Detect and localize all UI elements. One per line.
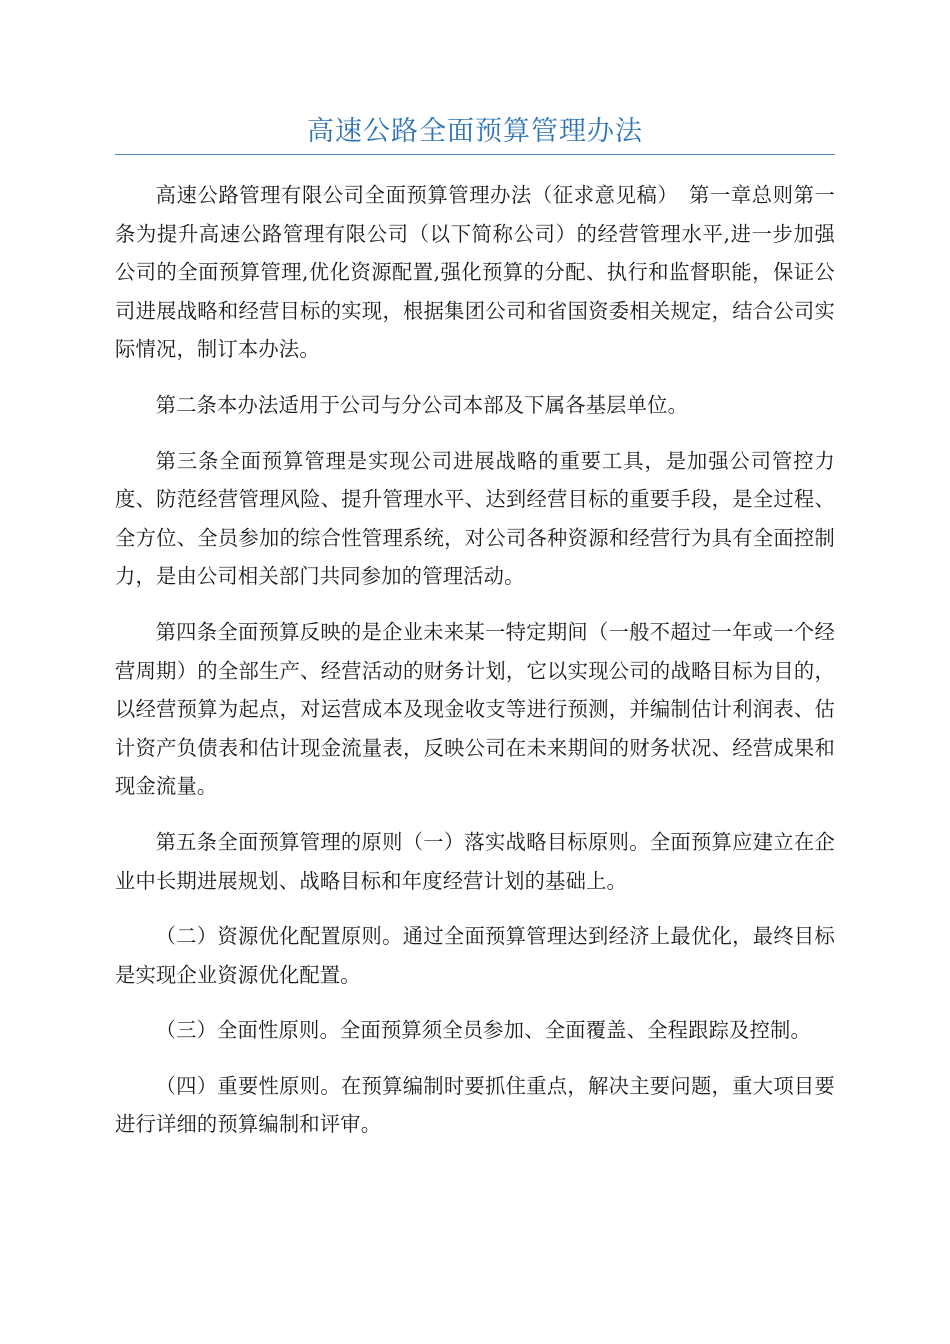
paragraph-2: 第二条本办法适用于公司与分公司本部及下属各基层单位。 (155, 392, 689, 417)
paragraph-3: 第三条全面预算管理是实现公司进展战略的重要工具，是加强公司管控力度、防范经营管理风险、提升管理水平、达到经营目标的重要手段，是全过程、全方位、全员参加的综合性管理系统，对公司各种资源和经营行为具有全面控制力，是由公司相关部门共同参加的管理活动。 (115, 448, 835, 589)
document-body (115, 176, 835, 1161)
paragraph-5: 第五条全面预算管理的原则（一）落实战略目标原则。全面预算应建立在企业中长期进展规划、战略目标和年度经营计划的基础上。 (115, 829, 835, 893)
paragraph-1: 高速公路管理有限公司全面预算管理办法（征求意见稿） 第一章总则第一条为提升高速公路管理有限公司（以下简称公司）的经营管理水平,进一步加强公司的全面预算管理,优化资源配置,强化预算的分配、执行和监督职能，保证公司进展战略和经营目标的实现，根据集团公司和省国资委相关规定，结合公司实际情况，制订本办法。 (115, 183, 835, 362)
paragraph-7: （三）全面性原则。全面预算须全员参加、全面覆盖、全程跟踪及控制。 (155, 1018, 811, 1043)
title-underline (115, 154, 835, 155)
document-title: 高速公路全面预算管理办法 (307, 116, 643, 147)
paragraph-6: （二）资源优化配置原则。通过全面预算管理达到经济上最优化，最终目标是实现企业资源优化配置。 (115, 924, 835, 987)
paragraph-8: （四）重要性原则。在预算编制时要抓住重点，解决主要问题，重大项目要进行详细的预算编制和评审。 (115, 1073, 835, 1137)
paragraph-4: 第四条全面预算反映的是企业未来某一特定期间（一般不超过一年或一个经营周期）的全部生产、经营活动的财务计划，它以实现公司的战略目标为目的，以经营预算为起点，对运营成本及现金收支等进行预测，并编制估计利润表、估计资产负债表和估计现金流量表，反映公司在未来期间的财务状况、经营成果和现金流量。 (115, 619, 835, 799)
